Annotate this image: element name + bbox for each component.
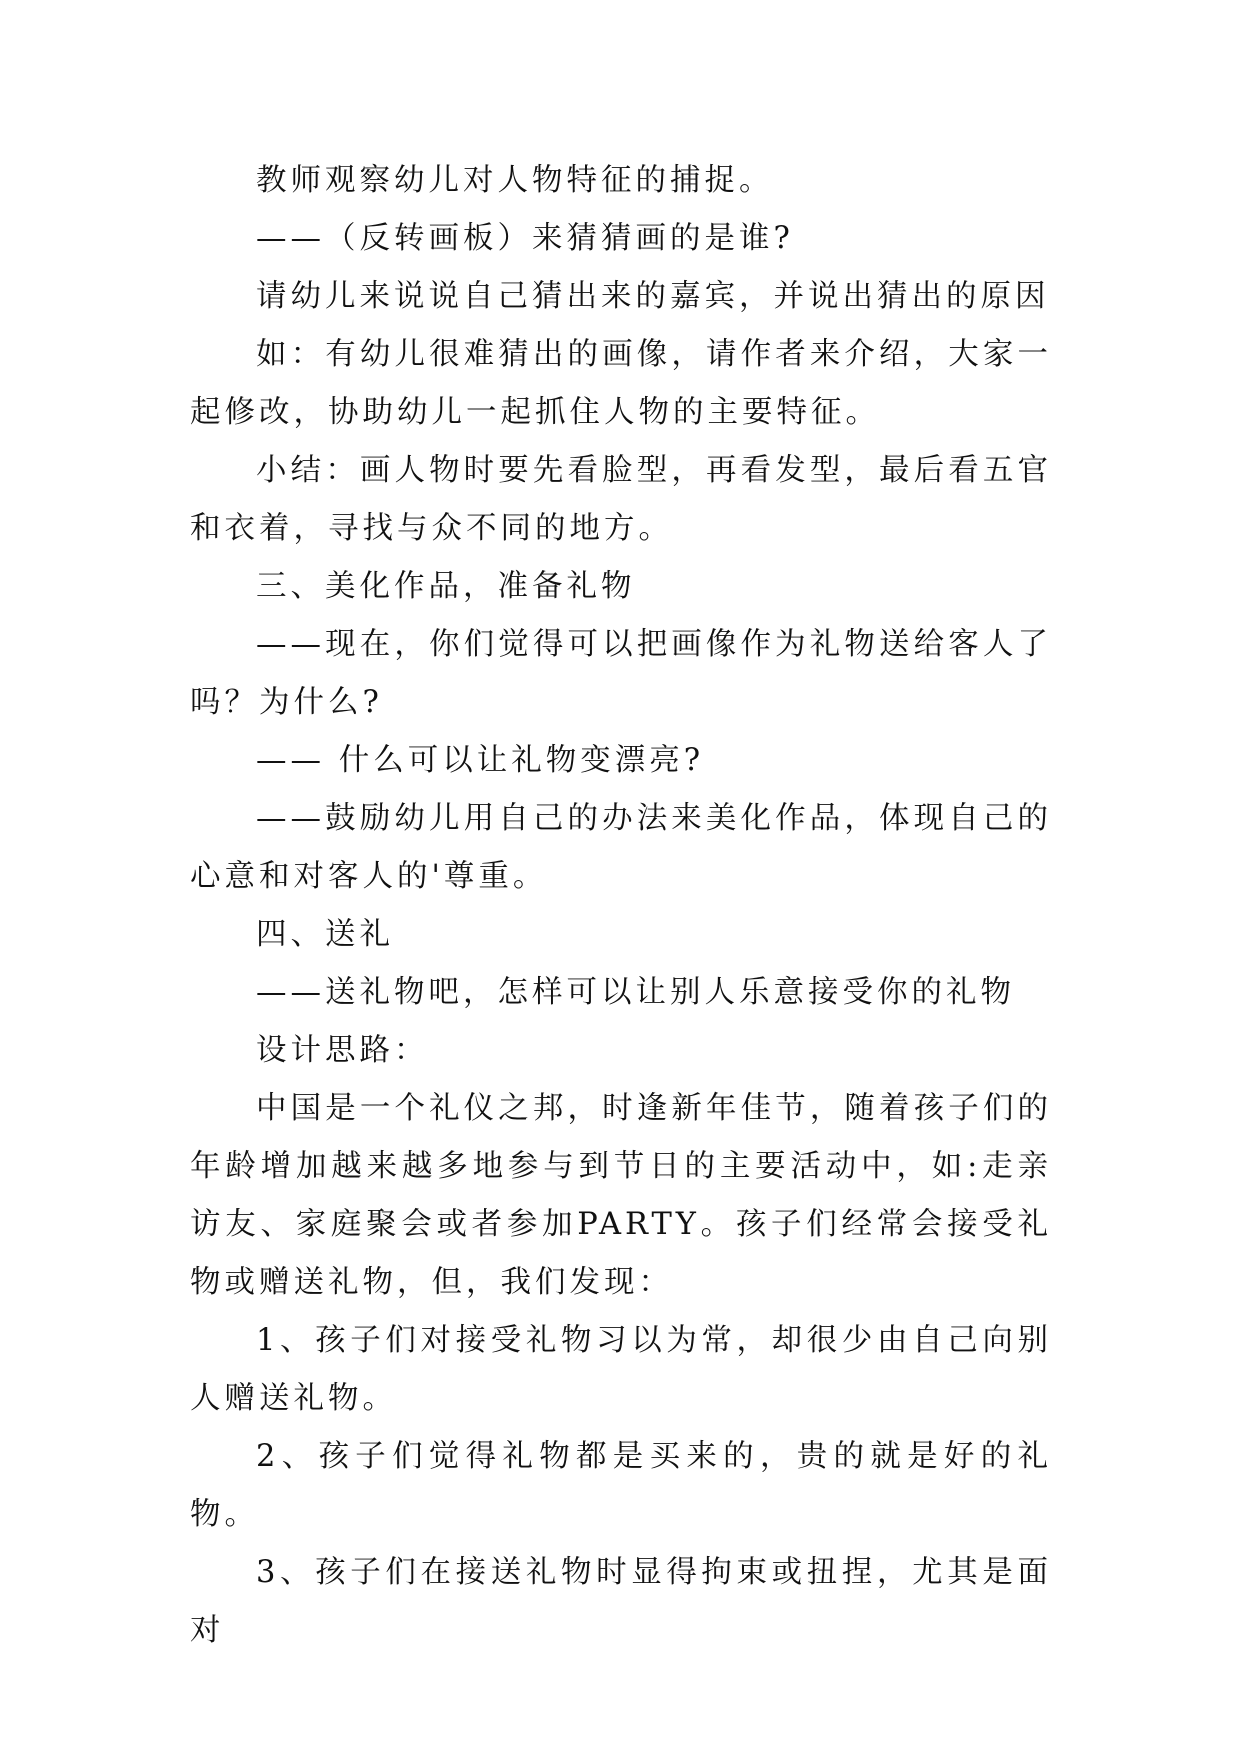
section-heading-design: 设计思路： [256, 1033, 429, 1068]
paragraph-make-pretty: —— 什么可以让礼物变漂亮? [256, 743, 705, 778]
paragraph-give-gift: ——送礼物吧，怎样可以让别人乐意接受你的礼物 [256, 975, 1015, 1010]
paragraph-flip-board: ——（反转画板）来猜猜画的是谁? [256, 221, 794, 256]
paragraph-example: 如：有幼儿很难猜出的画像，请作者来介绍，大家一起修改，协助幼儿一起抓住人物的主要特征。 [190, 337, 1052, 430]
list-item-2: 2、孩子们觉得礼物都是买来的，贵的就是好的礼物。 [190, 1439, 1052, 1532]
list-item-3: 3、孩子们在接送礼物时显得拘束或扭捏，尤其是面对 [190, 1555, 1052, 1648]
list-item-1: 1、孩子们对接受礼物习以为常，却很少由自己向别人赠送礼物。 [190, 1323, 1052, 1416]
section-heading-give-gift: 四、送礼 [256, 917, 394, 952]
document-body [190, 152, 1052, 1660]
paragraph-guess-reason: 请幼儿来说说自己猜出来的嘉宾，并说出猜出的原因 [256, 279, 1050, 314]
paragraph-gift-question: ——现在，你们觉得可以把画像作为礼物送给客人了吗？为什么? [190, 627, 1052, 720]
paragraph-observation: 教师观察幼儿对人物特征的捕捉。 [256, 163, 774, 198]
section-heading-beautify: 三、美化作品，准备礼物 [256, 569, 636, 604]
paragraph-summary: 小结：画人物时要先看脸型，再看发型，最后看五官和衣着，寻找与众不同的地方。 [190, 453, 1052, 546]
paragraph-design-intro: 中国是一个礼仪之邦，时逢新年佳节，随着孩子们的年龄增加越来越多地参与到节日的主要活动中，如:走亲访友、家庭聚会或者参加PARTY。孩子们经常会接受礼物或赠送礼物，但，我们发现： [190, 1091, 1052, 1300]
paragraph-encourage: ——鼓励幼儿用自己的办法来美化作品，体现自己的心意和对客人的'尊重。 [190, 801, 1052, 894]
